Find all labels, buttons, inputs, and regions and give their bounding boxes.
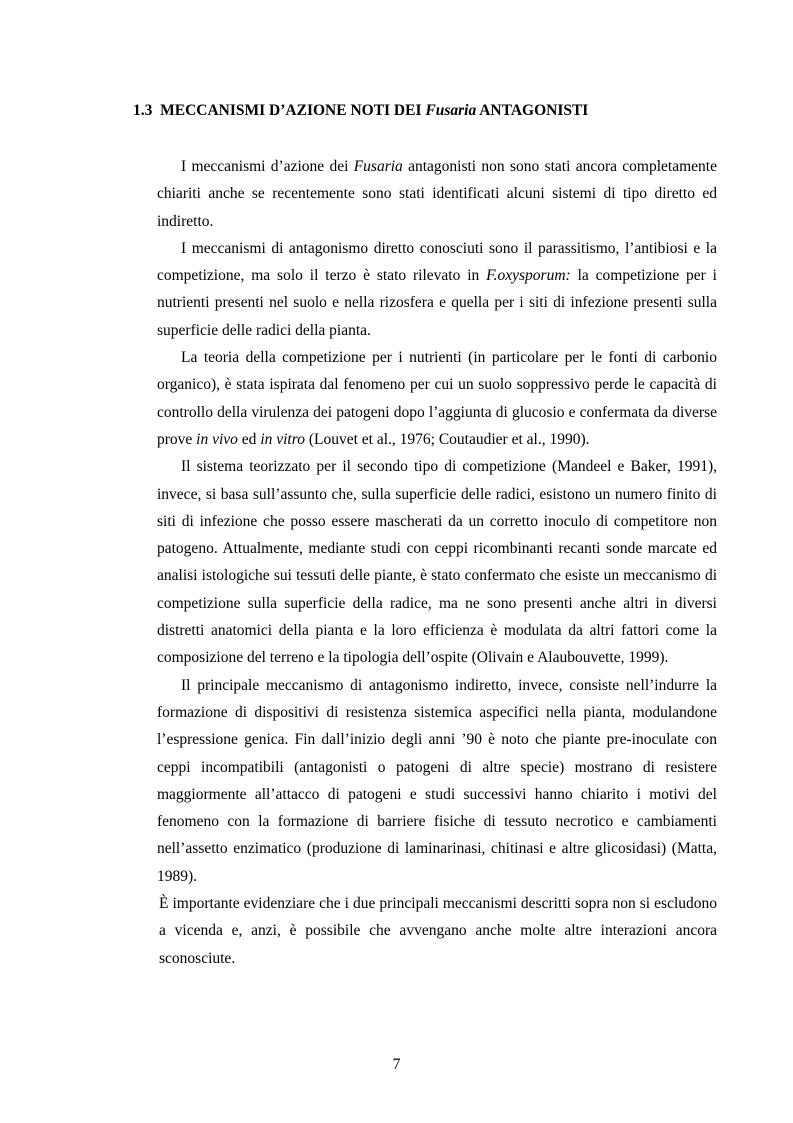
paragraph-3-text-1: La teoria della competizione per i nutrienti (in particolare per le fonti di carbonio organico), è stata ispirata dal fenomeno per cui un suolo soppressivo perde le capacità di controllo della virulenza dei patogeni dopo l’aggiunta di glucosio e confermata da diverse prove [157,349,717,448]
page-number: 7 [392,1056,401,1073]
paragraph-4-text-1: Il sistema teorizzato per il secondo tipo di competizione (Mandeel e Baker, 1991), invece, si basa sull’assunto che, sulla superficie delle radici, esistono un numero finito di siti di infezione che posso essere mascherati da un corretto inoculo di competitore non patogeno. Attualmente, mediante studi con ceppi ricombinanti recanti sonde marcate ed analisi istologiche sui tessuti delle piante, è stato confermato che esiste un meccanismo di competizione sulla superficie della radice, ma ne sono presenti anche altri in diversi distretti anatomici della pianta e la loro efficienza è modulata da altri fattori come la composizione del terreno e la tipologia dell’ospite (Olivain e Alaubouvette, 1999). [157,458,717,667]
section-title-part-2: ANTAGONISTI [476,102,589,119]
paragraph-5-text-1: Il principale meccanismo di antagonismo indiretto, invece, consiste nell’indurre la formazione di dispositivi di resistenza sistemica aspecifici nella pianta, modulandone l’espressione genica. Fin dall’inizio degli anni ’90 è noto che piante pre-inoculate con ceppi incompatibili (antagonisti o patogeni di altre specie) mostrano di resistere maggiormente all’attacco di patogeni e studi successivi hanno chiarito i motivi del fenomeno con la formazione di barriere fisiche di tessuto necrotico e cambiamenti nell’assetto enzimatico (produzione di laminarinasi, chitinasi e altre glicosidasi) (Matta, 1989). [157,676,717,885]
paragraph-3-italic-1: in vivo [196,430,238,448]
paragraph-2 [157,235,717,344]
paragraph-2-text-2: la competizione per i nutrienti presenti nel suolo e nella rizosfera e quella per i siti di infezione presenti sulla superficie delle radici della pianta. [157,267,717,339]
section-title-part-1: MECCANISMI D’AZIONE NOTI DEI [160,102,426,119]
section-heading [133,102,588,120]
section-number: 1.3 [133,102,153,119]
paragraph-3-text-3: (Louvet et al., 1976; Coutaudier et al., 1990). [304,430,590,448]
paragraph-2-text-1: I meccanismi di antagonismo diretto conosciuti sono il parassitismo, l’antibiosi e la competizione, ma solo il terzo è stato rilevato in [157,239,717,285]
paragraph-5 [157,672,717,890]
paragraph-3 [157,344,717,453]
paragraph-6-text-1: È importante evidenziare che i due principali meccanismi descritti sopra non si escludono a vicenda e, anzi, è possibile che avvengano anche molte altre interazioni ancora sconosciute. [159,895,717,967]
paragraph-3-text-2: ed [237,430,261,448]
paragraph-1-text-2: antagonisti non sono stati ancora completamente chiariti anche se recentemente sono stati identificati alcuni sistemi di tipo diretto ed indiretto. [157,158,717,230]
paragraph-1-text-1: I meccanismi d’azione dei [181,158,354,175]
paragraph-3-italic-2: in vitro [260,430,305,448]
section-title-italic: Fusaria [425,102,477,119]
paragraph-2-italic-1: F.oxysporum: [486,267,571,285]
body-text [157,153,717,972]
paragraph-4 [157,453,717,671]
paragraph-6 [159,890,717,972]
paragraph-1 [157,153,717,235]
paragraph-1-italic-1: Fusaria [353,158,403,175]
